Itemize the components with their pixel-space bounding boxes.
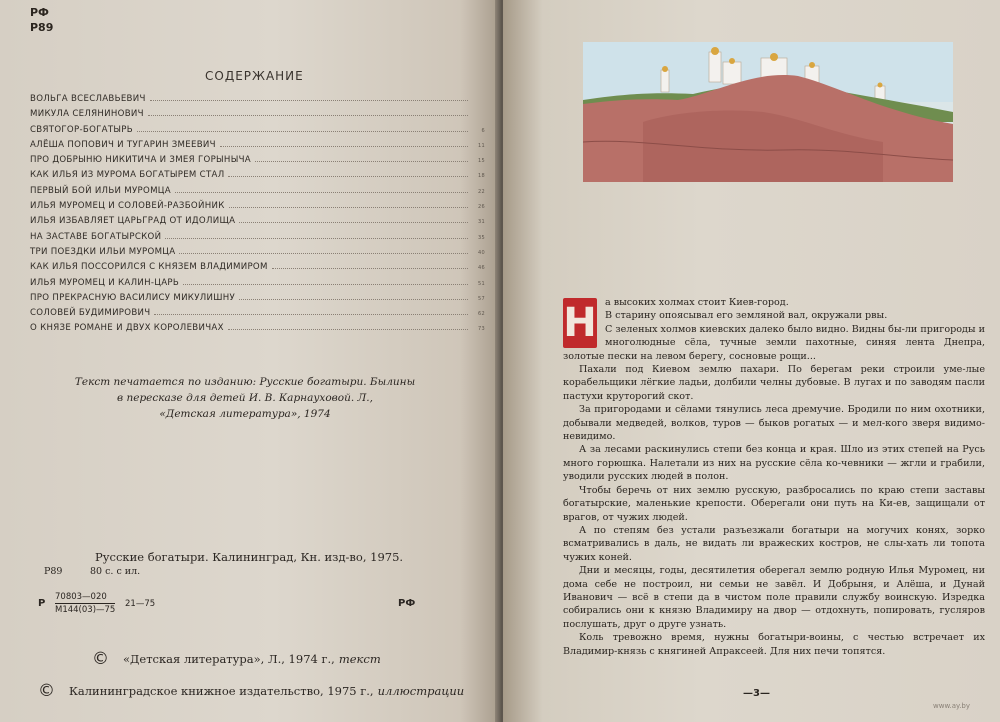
story-paragraph: За пригородами и сёлами тянулись леса дремучие. Бродили по ним охотники, добывали медведей, волков, туров — быков рогатых — и мел-кого зверя видимо-невидимо. — [563, 404, 985, 443]
right-page — [503, 0, 1000, 722]
toc-entry-page: 57 — [478, 295, 485, 302]
toc-entry-title: ИЛЬЯ ИЗБАВЛЯЕТ ЦАРЬГРАД ОТ ИДОЛИЩА — [30, 216, 236, 227]
toc-entry-title: ПРО ПРЕКРАСНУЮ ВАСИЛИСУ МИКУЛИШНУ — [30, 292, 236, 303]
index-letter: Р — [38, 598, 46, 609]
toc-entry-title: ПЕРВЫЙ БОЙ ИЛЬИ МУРОМЦА — [30, 185, 171, 196]
toc-entry-page: 62 — [478, 311, 485, 318]
toc-entry-page: 73 — [478, 326, 485, 333]
toc-entry-page: 15 — [478, 158, 485, 165]
toc-leader-dots — [165, 238, 468, 239]
toc-entry-title: ПРО ДОБРЫНЮ НИКИТИЧА И ЗМЕЯ ГОРЫНЫЧА — [30, 155, 251, 166]
opening-paragraph — [563, 296, 985, 363]
copyright-illustrations — [38, 681, 464, 701]
toc-entry — [30, 278, 485, 293]
toc-entry-page: 6 — [481, 127, 485, 134]
toc-entry-title: АЛЁША ПОПОВИЧ И ТУГАРИН ЗМЕЕВИЧ — [30, 139, 216, 150]
drop-cap: Н — [563, 300, 597, 346]
toc-leader-dots — [239, 299, 468, 300]
bibliographic-entry: Русские богатыри. Калининград, Кн. изд-во, 1975. — [95, 550, 404, 564]
toc-entry-page: 40 — [478, 249, 485, 256]
story-line: С зеленых холмов киевских далеко было видно. Видны бы-ли пригороды и многолюдные сёла, тучные земли пахотные, синяя лента Днепра, золотые пески на левом берегу, сосновые рощи... — [563, 323, 986, 362]
toc-leader-dots — [183, 284, 468, 285]
toc-entry-page: 35 — [478, 234, 485, 241]
publishing-index-fraction — [55, 592, 115, 615]
toc-entry — [30, 170, 485, 185]
edition-note-line: в пересказе для детей И. В. Карнауховой. Л., — [117, 392, 373, 404]
story-paragraphs — [563, 363, 985, 658]
toc-leader-dots — [137, 131, 468, 132]
toc-entry-page: 51 — [478, 280, 485, 287]
toc-entry — [30, 201, 485, 216]
toc-leader-dots — [150, 100, 468, 101]
story-paragraph: А за лесами раскинулись степи без конца и края. Шло из этих степей на Русь много горюшка. Налетали из них на русские сёла ко-чевники — жгли и грабили, уводили русских людей в полон. — [563, 444, 985, 483]
toc-leader-dots — [179, 253, 468, 254]
copyright-icon: © — [92, 649, 109, 669]
classification-code-rf: РФ — [30, 6, 49, 19]
toc-leader-dots — [228, 329, 468, 330]
story-line: В старину опоясывал его земляной вал, окружали рвы. — [605, 310, 888, 322]
toc-entry — [30, 308, 485, 323]
classification-code-r89: Р89 — [30, 21, 54, 34]
toc-entry-page: 46 — [478, 265, 485, 272]
page-number: —3— — [743, 688, 770, 699]
index-numerator: 70803—020 — [55, 592, 115, 604]
toc-entry — [30, 155, 485, 170]
edition-note-line: Текст печатается по изданию: Русские богатыри. Былины — [74, 376, 416, 388]
toc-entry-page: 11 — [478, 142, 485, 149]
toc-entry — [30, 262, 485, 277]
kiev-hills-illustration — [583, 42, 953, 182]
copyright-note: текст — [338, 652, 381, 666]
toc-entry-title: ИЛЬЯ МУРОМЕЦ И КАЛИН-ЦАРЬ — [30, 277, 180, 288]
story-paragraph: Коль тревожно время, нужны богатыри-воины, с честью встречает их Владимир-князь с княгиней Апраксеей. Для них печи топятся. — [563, 632, 985, 657]
toc-entry-title: СВЯТОГОР-БОГАТЫРЬ — [30, 124, 133, 135]
toc-entry — [30, 140, 485, 155]
toc-leader-dots — [228, 176, 468, 177]
toc-leader-dots — [175, 192, 468, 193]
toc-entry — [30, 232, 485, 247]
story-text — [563, 296, 985, 658]
toc-entry — [30, 109, 485, 124]
bibliographic-code: Р89 — [44, 566, 63, 577]
toc-entry-title: ТРИ ПОЕЗДКИ ИЛЬИ МУРОМЦА — [30, 246, 176, 257]
edition-note — [55, 374, 435, 422]
toc-entry-page: 31 — [478, 219, 485, 226]
toc-entry — [30, 323, 485, 338]
toc-entry-title: МИКУЛА СЕЛЯНИНОВИЧ — [30, 109, 144, 120]
toc-leader-dots — [154, 314, 468, 315]
toc-leader-dots — [148, 115, 468, 116]
copyright-icon: © — [38, 681, 55, 701]
classification-code-rf-right: РФ — [398, 598, 416, 609]
toc-entry-page: 26 — [478, 204, 485, 211]
toc-entry — [30, 125, 485, 140]
toc-entry-page: 18 — [478, 173, 485, 180]
toc-entry-title: НА ЗАСТАВЕ БОГАТЫРСКОЙ — [30, 231, 162, 242]
toc-leader-dots — [220, 146, 468, 147]
toc-entry — [30, 293, 485, 308]
index-tail: 21—75 — [125, 599, 156, 609]
toc-entry — [30, 216, 485, 231]
toc-leader-dots — [239, 222, 468, 223]
table-of-contents — [30, 94, 485, 339]
toc-entry-page: 22 — [478, 188, 485, 195]
toc-entry — [30, 247, 485, 262]
edition-note-line: «Детская литература», 1974 — [159, 408, 331, 420]
story-paragraph: Дни и месяцы, годы, десятилетия оберегал землю родную Илья Муромец, ни дома себе не построил, ни семьи не завёл. И Добрыня, и Алёша, и Дунай Иванович — всё в степи да в чистом поле правили службу воинскую. Изредка собирались они к князю Владимиру на двор — отдохнуть, попировать, гусляров послушать, друг о друге узнать. — [563, 565, 985, 630]
copyright-holder: Калининградское книжное издательство, 1975 г., — [69, 684, 374, 698]
story-paragraph: А по степям без устали разъезжали богатыри на могучих конях, зорко всматривались в даль, не видать ли вражеских костров, не слы-хать ли топота чужих коней. — [563, 524, 985, 563]
story-line: а высоких холмах стоит Киев-город. — [605, 297, 789, 308]
toc-heading: СОДЕРЖАНИЕ — [205, 69, 304, 83]
copyright-text — [92, 649, 381, 669]
toc-entry-title: КАК ИЛЬЯ ИЗ МУРОМА БОГАТЫРЕМ СТАЛ — [30, 170, 225, 181]
toc-entry — [30, 94, 485, 109]
toc-leader-dots — [229, 207, 468, 208]
watermark: www.ay.by — [933, 702, 971, 710]
toc-entry — [30, 186, 485, 201]
toc-entry-title: ВОЛЬГА ВСЕСЛАВЬЕВИЧ — [30, 94, 146, 104]
toc-entry-title: О КНЯЗЕ РОМАНЕ И ДВУХ КОРОЛЕВИЧАХ — [30, 323, 224, 334]
toc-entry-title: КАК ИЛЬЯ ПОССОРИЛСЯ С КНЯЗЕМ ВЛАДИМИРОМ — [30, 262, 268, 273]
story-paragraph: Чтобы беречь от них землю русскую, разбросались по краю степи заставы богатырские, маленькие крепости. Оберегали они путь на Ки-ев, защищали от врагов, от чужих людей. — [563, 484, 985, 523]
toc-leader-dots — [255, 161, 468, 162]
toc-leader-dots — [272, 268, 468, 269]
toc-entry-title: СОЛОВЕЙ БУДИМИРОВИЧ — [30, 308, 151, 319]
toc-entry-title: ИЛЬЯ МУРОМЕЦ И СОЛОВЕЙ-РАЗБОЙНИК — [30, 201, 225, 212]
story-paragraph: Пахали под Киевом землю пахари. По берегам реки строили уме-лые корабельщики лёгкие ладьи, долбили челны дубовые. В лугах и по заводям пасли пастухи круторогий скот. — [563, 364, 985, 402]
copyright-holder: «Детская литература», Л., 1974 г., — [123, 652, 335, 666]
index-denominator: М144(03)—75 — [55, 605, 116, 615]
page-count: 80 с. с ил. — [90, 566, 141, 577]
copyright-note: иллюстрации — [377, 684, 465, 698]
